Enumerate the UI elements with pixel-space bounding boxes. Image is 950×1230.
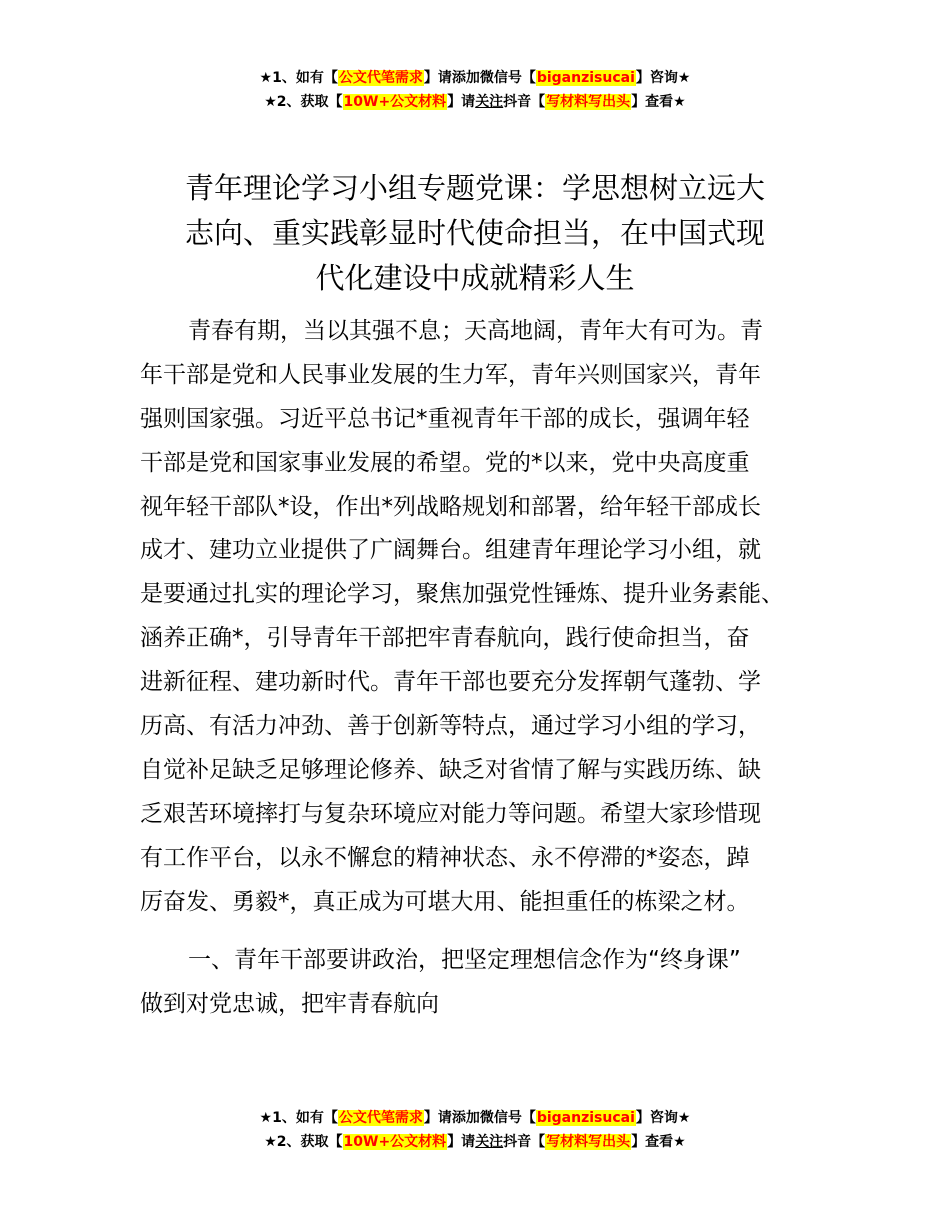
banner-text: ★1、如有【 [259, 1110, 338, 1126]
banner-line-1 [0, 66, 950, 90]
paragraph-spacer [140, 924, 820, 939]
banner-text: 】请 [447, 1134, 476, 1150]
banner-line-2 [0, 90, 950, 114]
title-line: 青年理论学习小组专题党课：学思想树立远大 [184, 171, 765, 205]
text-line: 历高、有活力冲劲、善于创新等特点，通过学习小组的学习， [140, 713, 761, 740]
document-title [140, 166, 810, 301]
banner-text: 】查看★ [631, 94, 686, 110]
title-line: 志向、重实践彰显时代使命担当，在中国式现 [184, 216, 765, 250]
banner-line-2 [0, 1130, 950, 1154]
underlined-follow: 关注 [475, 1134, 504, 1150]
text-line: 进新征程、建功新时代。青年干部也要充分发挥朝气蓬勃、学 [140, 669, 761, 696]
highlight-service: 公文代笔需求 [338, 70, 423, 86]
text-line: 青春有期，当以其强不息；天高地阔，青年大有可为。青 [188, 318, 763, 344]
section-heading-1 [140, 939, 820, 1027]
text-line: 有工作平台，以永不懈怠的精神状态、永不停滞的*姿态，踔 [140, 844, 750, 871]
highlight-materials: 10W+公文材料 [343, 94, 447, 110]
highlight-wechat-id: biganzisucai [536, 70, 635, 86]
text-line: 视年轻干部队*设，作出*列战略规划和部署，给年轻干部成长 [140, 493, 761, 520]
text-line: 年干部是党和人民事业发展的生力军，青年兴则国家兴，青年 [140, 361, 761, 388]
document-body [140, 310, 820, 1027]
text-line: 涵养正确*，引导青年干部把牢青春航向，践行使命担当，奋 [140, 625, 750, 652]
highlight-douyin-account: 写材料写出头 [546, 1134, 631, 1150]
text-line: 厉奋发、勇毅*，真正成为可堪大用、能担重任的栋梁之材。 [140, 888, 750, 915]
text-line: 乏艰苦环境摔打与复杂环境应对能力等问题。希望大家珍惜现 [140, 800, 761, 827]
footer-banner [0, 1106, 950, 1154]
header-banner [0, 66, 950, 114]
banner-text: 】咨询★ [635, 70, 691, 86]
text-line: 强则国家强。习近平总书记*重视青年干部的成长，强调年轻 [140, 405, 750, 432]
banner-text: ★1、如有【 [259, 70, 338, 86]
underlined-follow: 关注 [475, 94, 504, 110]
banner-text: 】咨询★ [635, 1110, 691, 1126]
text-line: 是要通过扎实的理论学习，聚焦加强党性锤炼、提升业务素能、 [140, 581, 784, 608]
highlight-wechat-id: biganzisucai [536, 1110, 635, 1126]
text-line: 成才、建功立业提供了广阔舞台。组建青年理论学习小组，就 [140, 537, 761, 564]
banner-text: 】请添加微信号【 [423, 70, 536, 86]
text-line: 做到对党忠诚，把牢青春航向 [140, 991, 439, 1018]
title-line: 代化建设中成就精彩人生 [315, 261, 635, 295]
banner-text: 】请 [447, 94, 476, 110]
text-line: 干部是党和国家事业发展的希望。党的*以来，党中央高度重 [140, 449, 750, 476]
banner-text: ★2、获取【 [264, 1134, 343, 1150]
banner-text: 抖音【 [503, 94, 546, 110]
banner-text: 】查看★ [631, 1134, 686, 1150]
banner-text: ★2、获取【 [264, 94, 343, 110]
text-line: 自觉补足缺乏足够理论修养、缺乏对省情了解与实践历练、缺 [140, 756, 761, 783]
banner-text: 抖音【 [503, 1134, 546, 1150]
text-line: 一、青年干部要讲政治，把坚定理想信念作为“终身课” [188, 947, 741, 974]
paragraph-intro [140, 310, 820, 924]
highlight-douyin-account: 写材料写出头 [546, 94, 631, 110]
highlight-service: 公文代笔需求 [338, 1110, 423, 1126]
highlight-materials: 10W+公文材料 [343, 1134, 447, 1150]
banner-line-1 [0, 1106, 950, 1130]
banner-text: 】请添加微信号【 [423, 1110, 536, 1126]
